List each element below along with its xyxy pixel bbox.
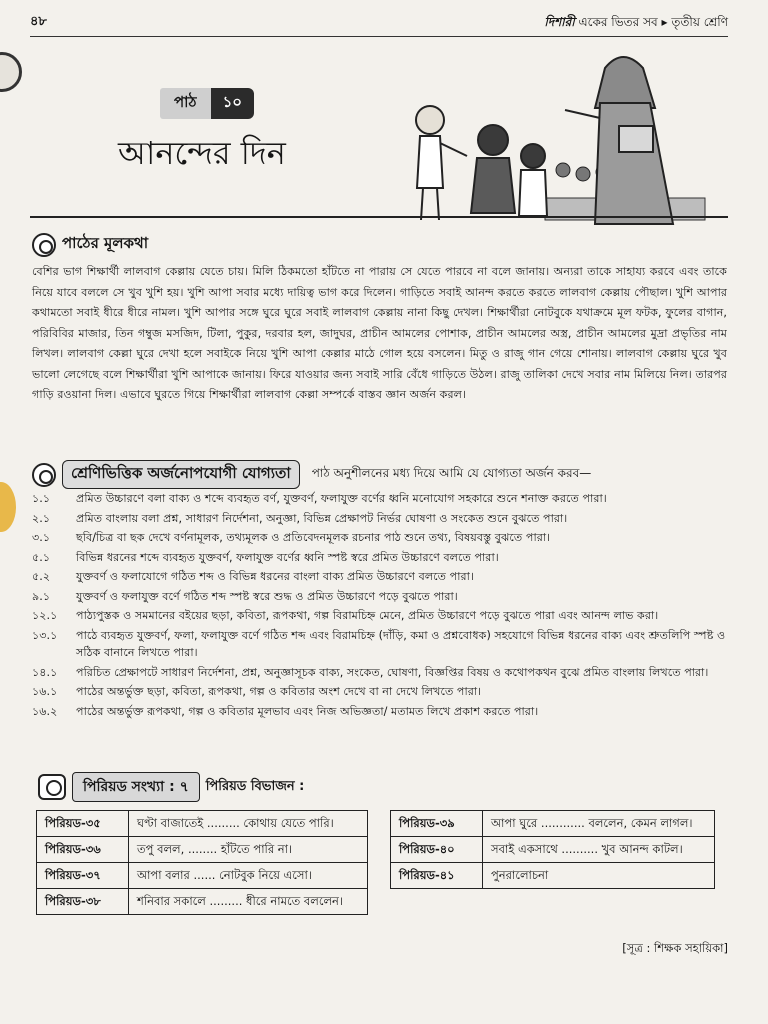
competency-text: ছবি/চিত্র বা ছক দেখে বর্ণনামূলক, তথ্যমূলক ও প্রতিবেদনমূলক রচনার পাঠ শুনে তথ্য, বিষয়বস্তু বুঝতে পারা। [76,531,551,544]
period-code: পিরিয়ড-৪১ [391,863,483,889]
competency-code: ৫.২ [32,570,51,583]
period-count: পিরিয়ড সংখ্যা : ৭ [72,772,200,802]
competency-code: ১৪.১ [32,665,58,679]
period-code: পিরিয়ড-৩৮ [37,889,129,915]
period-table-right [390,810,715,889]
period-code: পিরিয়ড-৩৫ [37,811,129,837]
competency-list [32,490,732,722]
list-item [32,627,732,662]
title-rule [30,216,728,218]
summary-text: বেশির ভাগ শিক্ষার্থী লালবাগ কেল্লায় যেতে চায়। মিলি ঠিকমতো হাঁটতে না পারায় সে যেতে পারবে না বলে জানায়। অন্যরা তাকে সাহায্য করবে এবং তাকে নিয়ে যাবে বললে সে খুব খুশি হয়। খুশি আপা সবার মধ্যে দায়িত্ব ভাগ করে দিলেন। গাড়িতে সবাই আনন্দ করতে করতে লালবাগ কেল্লায় পৌছাল। খুশি আপার কথামতো সবাই ধীরে ধীরে নামল। খুশি আপার সঙ্গে ঘুরে ঘুরে সবাই লালবাগ কেল্লায় নানা কিছু দেখল। শিক্ষার্থীরা নোটবুকে যথাক্রমে মূল ফটক, ফুলের বাগান, পরিবিবির মাজার, তিন গম্বুজ মসজিদ, টিলা, পুকুর, দরবার হল, জাদুঘর, প্রাচীন আমলের পোশাক, প্রাচীন আমলের অস্ত্র, প্রাচীন আমলের মুদ্রা প্রভৃতির নাম লিখল। লালবাগ কেল্লা ঘুরে দেখা হলে সবাইকে নিয়ে খুশি আপা কেল্লার মাঠে গোল হয়ে বসলেন। মিতু ও রাজু গান গেয়ে শোনায়। লালবাগ কেল্লায় ঘুরে খুব ভালো লেগেছে বলে শিক্ষার্থীরা খুশি আপাকে জানায়। ফিরে যাওয়ার জন্য সবাই সারি বেঁধে গাড়িতে উঠল। রাজু তালিকা দেখে সবার নাম মিলিয়ে নিল। তারপর গাড়ি রওয়ানা দিল। এভাবে ঘুরতে গিয়ে শিক্ষার্থীরা লালবাগ কেল্লা সম্পর্কে বাস্তব জ্ঞান অর্জন করল। [32,265,727,401]
competency-code: ১৬.১ [32,685,58,698]
list-item [32,490,732,508]
competency-text: পাঠ্যপুস্তক ও সমমানের বইয়ের ছড়া, কবিতা, রূপকথা, গল্প বিরামচিহ্ন মেনে, প্রমিত উচ্চারণে পড়ে বুঝতে পারা এবং আনন্দ লাভ করা। [76,609,659,622]
period-table-left [36,810,368,915]
series-name: একের ভিতর সব [578,15,658,29]
list-item [32,588,732,606]
lesson-title: আনন্দের দিন [118,134,286,172]
list-item [32,683,732,701]
list-item [32,568,732,586]
period-header [38,772,304,802]
table-row [391,837,715,863]
summary-heading: পাঠের মূলকথা [62,234,149,252]
table-row [391,863,715,889]
classroom-illustration [405,48,710,226]
table-row [37,811,368,837]
list-item [32,664,732,682]
period-text: তপু বলল, ........ হাঁটতে পারি না। [129,837,368,863]
side-decoration-icon [0,52,22,92]
boy-figure [416,106,467,220]
lesson-number: ১০ [211,88,255,119]
competency-text: যুক্তবর্ণ ও ফলাযুক্ত বর্ণে গঠিত শব্দ স্পষ্ট স্বরে শুদ্ধ ও প্রমিত উচ্চারণে পড়ে বুঝতে পারা। [76,589,458,603]
brand-name: দিশারী [544,15,575,29]
period-code: পিরিয়ড-৩৯ [391,811,483,837]
list-item [32,703,732,721]
table-row [37,837,368,863]
period-text: আপা ঘুরে ............ বললেন, কেমন লাগল। [483,811,715,837]
period-text: পুনরালোচনা [483,863,715,889]
competency-text: পাঠের অন্তর্ভুক্ত রূপকথা, গল্প ও কবিতার মূলভাব এবং নিজ অভিজ্ঞতা/ মতামত লিখে প্রকাশ করতে পারা। [76,704,539,718]
running-head [544,14,728,34]
table-row [391,811,715,837]
period-text: ঘণ্টা বাজাতেই ......... কোথায় যেতে পারি। [129,811,368,837]
competency-text: পাঠের অন্তর্ভুক্ত ছড়া, কবিতা, রূপকথা, গল্প ও কবিতার অংশ দেখে বা না দেখে লিখতে পারা। [76,685,482,698]
competency-header [32,460,591,489]
child-figure [519,144,547,216]
page-number: ৪৮ [30,14,47,29]
competency-text: প্রমিত উচ্চারণে বলা বাক্য ও শব্দে ব্যবহৃত বর্ণ, যুক্তবর্ণ, ফলাযুক্ত বর্ণের ধ্বনি মনোযোগ সহকারে শুনে শনাক্ত করতে পারা। [76,492,607,505]
period-text: শনিবার সকালে ......... ধীরে নামতে বললেন। [129,889,368,915]
summary-header [32,232,148,257]
competency-code: ১৩.১ [32,628,58,642]
competency-intro: পাঠ অনুশীলনের মধ্য দিয়ে আমি যে যোগ্যতা অর্জন করব— [311,465,592,480]
lesson-badge [160,88,254,119]
arrow-icon: ▸ [661,15,668,29]
competency-code: ৫.১ [32,550,51,564]
period-code: পিরিয়ড-৩৭ [37,863,129,889]
list-item [32,607,732,625]
girl-figure [471,125,515,213]
period-code: পিরিয়ড-৪০ [391,837,483,863]
competency-code: ৩.১ [32,531,51,544]
header-rule [30,36,728,37]
competency-code: ২.১ [32,511,51,525]
period-text: আপা বলার ...... নোটবুক নিয়ে এসো। [129,863,368,889]
lesson-label: পাঠ [160,88,211,119]
competency-text: বিভিন্ন ধরনের শব্দে ব্যবহৃত যুক্তবর্ণ, ফলাযুক্ত বর্ণের ধ্বনি স্পষ্ট স্বরে প্রমিত উচ্চারণে বলতে পারা। [76,550,499,564]
competency-code: ৯.১ [32,589,51,603]
period-text: সবাই একসাথে .......... খুব আনন্দ কাটল। [483,837,715,863]
list-item [32,529,732,547]
competency-code: ১২.১ [32,609,58,622]
competency-icon [32,463,56,487]
clock-icon [38,774,66,800]
summary-icon [32,233,56,257]
competency-text: পরিচিত প্রেক্ষাপটে সাধারণ নির্দেশনা, প্রশ্ন, অনুজ্ঞাসূচক বাক্য, সংকেত, ঘোষণা, বিজ্ঞপ্তির বিষয় ও কথোপকথন বুঝে প্রমিত বাংলায় লিখতে পারা। [76,665,709,679]
period-split-label: পিরিয়ড বিভাজন : [205,778,305,794]
table-row [37,863,368,889]
competency-text: প্রমিত বাংলায় বলা প্রশ্ন, সাধারণ নির্দেশনা, অনুজ্ঞা, বিভিন্ন প্রেক্ষাপট নির্ভর ঘোষণা ও সংকেত শুনে বুঝতে পারা। [76,511,568,525]
competency-text: যুক্তবর্ণ ও ফলাযোগে গঠিত শব্দ ও বিভিন্ন ধরনের বাংলা বাক্য প্রমিত উচ্চারণে বলতে পারা। [76,570,474,583]
competency-heading: শ্রেণিভিত্তিক অর্জনোপযোগী যোগ্যতা [62,460,300,489]
list-item [32,510,732,528]
source-note: [সূত্র : শিক্ষক সহায়িকা] [622,941,728,955]
competency-code: ১৬.২ [32,704,58,718]
side-tab-icon [0,482,16,532]
grade-label: তৃতীয় শ্রেণি [671,15,728,29]
table-row [37,889,368,915]
list-item [32,549,732,567]
competency-code: ১.১ [32,492,51,505]
competency-text: পাঠে ব্যবহৃত যুক্তবর্ণ, ফলা, ফলাযুক্ত বর্ণে গঠিত শব্দ এবং বিরামচিহ্ন (দাঁড়ি, কমা ও প্রশ্নবোধক) সহযোগে বিভিন্ন ধরনের বাক্য এবং শ্রুতলিপি স্পষ্ট ও সঠিক বানানে লিখতে পারা। [76,628,726,659]
period-code: পিরিয়ড-৩৬ [37,837,129,863]
